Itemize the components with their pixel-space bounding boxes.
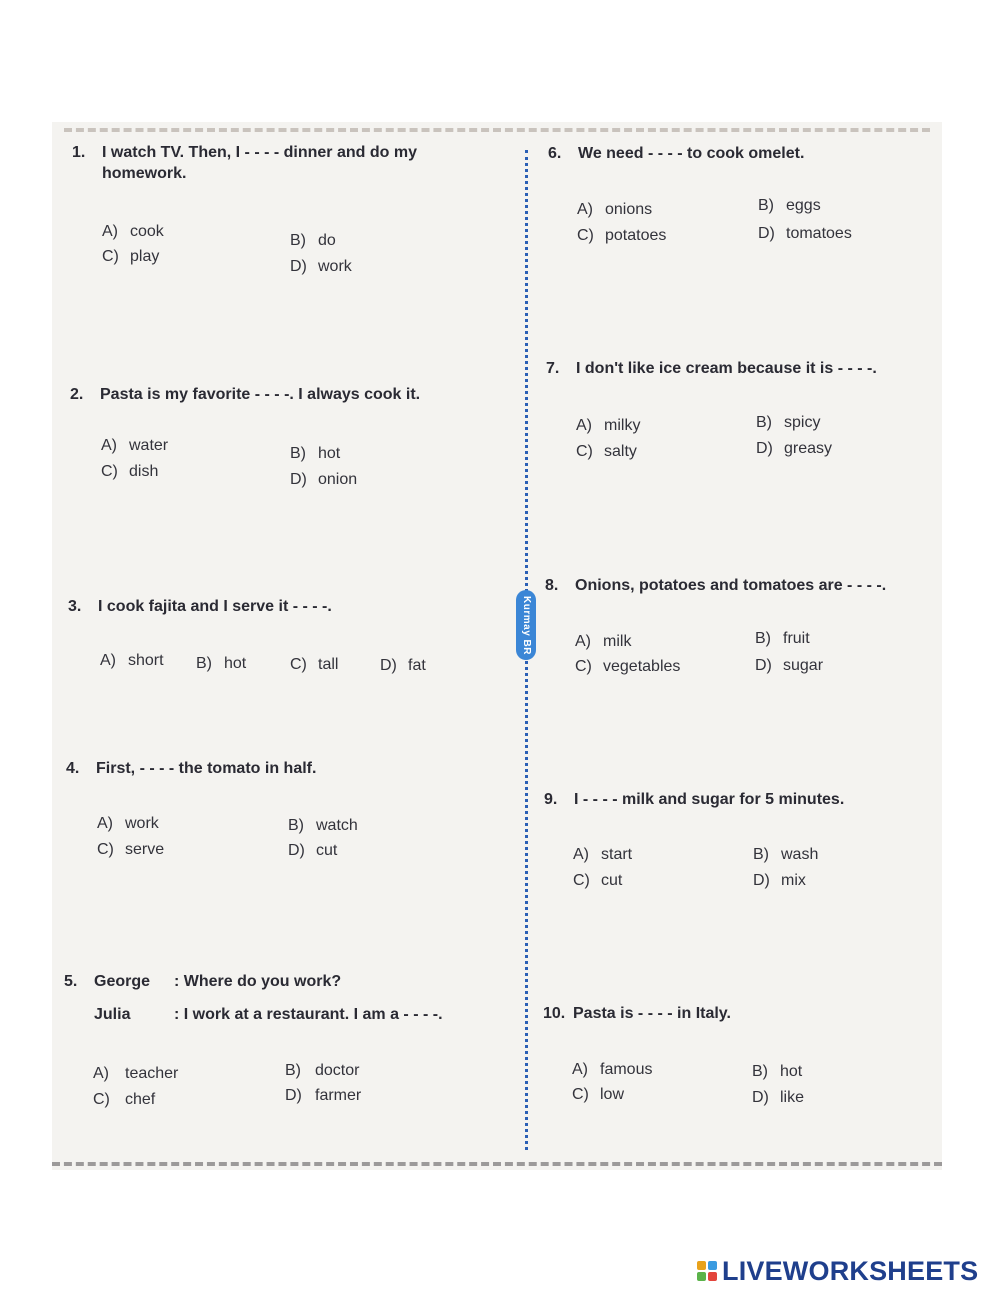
option-letter: D) [285, 1087, 302, 1104]
option-letter: C) [576, 443, 593, 460]
question-6 [548, 143, 928, 164]
option-letter: B) [285, 1062, 301, 1079]
option-letter: B) [752, 1063, 768, 1080]
option-letter: D) [756, 440, 773, 457]
option-a[interactable] [577, 200, 652, 220]
option-letter: C) [572, 1086, 589, 1103]
option-letter: D) [290, 471, 307, 488]
option-letter: C) [101, 463, 118, 480]
option-letter: A) [97, 815, 113, 832]
option-d[interactable] [285, 1086, 361, 1106]
option-b[interactable] [288, 816, 358, 836]
option-c[interactable] [102, 247, 159, 267]
option-letter: B) [196, 655, 212, 672]
option-a[interactable] [575, 632, 631, 652]
option-text: mix [781, 872, 806, 889]
option-text: teacher [125, 1065, 179, 1082]
option-letter: B) [753, 846, 769, 863]
option-letter: B) [758, 197, 774, 214]
option-d[interactable] [753, 871, 806, 891]
option-text: start [601, 846, 633, 863]
option-text: hot [780, 1063, 803, 1080]
option-c[interactable] [577, 226, 666, 246]
option-b[interactable] [755, 629, 810, 649]
question-number: 8. [545, 577, 559, 594]
option-letter: A) [101, 437, 117, 454]
question-3 [68, 596, 488, 617]
option-b[interactable] [758, 196, 821, 216]
option-a[interactable] [572, 1060, 652, 1080]
option-letter: D) [753, 872, 770, 889]
option-c[interactable] [290, 655, 338, 675]
option-text: milky [604, 417, 641, 434]
question-text: I watch TV. Then, I - - - - dinner and do my [102, 144, 417, 161]
dialogue-line: : Where do you work? [174, 973, 342, 990]
option-a[interactable] [101, 436, 168, 456]
question-text: First, - - - - the tomato in half. [96, 760, 317, 777]
option-letter: A) [577, 201, 593, 218]
dialogue-line: : I work at a restaurant. I am a - - - -. [174, 1006, 443, 1023]
question-10 [543, 1003, 923, 1024]
option-text: eggs [786, 197, 821, 214]
logo-square [708, 1272, 717, 1281]
option-d[interactable] [755, 656, 823, 676]
question-5 [64, 972, 341, 992]
bottom-dashed-border [52, 1162, 942, 1166]
top-dashed-border [64, 128, 930, 132]
option-text: short [128, 652, 164, 669]
option-text: like [780, 1089, 805, 1106]
question-8 [545, 575, 925, 596]
option-text: fruit [783, 630, 810, 647]
option-d[interactable] [290, 257, 352, 277]
option-letter: C) [93, 1091, 110, 1108]
option-letter: A) [572, 1061, 588, 1078]
option-text: serve [125, 841, 165, 858]
option-letter: D) [758, 225, 775, 242]
option-text: watch [316, 817, 358, 834]
option-letter: D) [752, 1089, 769, 1106]
option-text: spicy [784, 414, 821, 431]
question-text-continued: homework. [102, 165, 187, 182]
brand-tag-text: Kurmay BR [520, 595, 532, 655]
question-number: 5. [64, 973, 78, 990]
option-a[interactable] [102, 222, 164, 242]
option-c[interactable] [97, 840, 164, 860]
question-number: 7. [546, 360, 560, 377]
question-number: 6. [548, 145, 562, 162]
option-d[interactable] [758, 224, 852, 244]
option-d[interactable] [290, 470, 357, 490]
option-d[interactable] [752, 1088, 804, 1108]
option-a[interactable] [576, 416, 640, 436]
option-text: vegetables [603, 658, 681, 675]
option-letter: C) [97, 841, 114, 858]
option-text: doctor [315, 1062, 360, 1079]
dialogue-line-2 [94, 1005, 443, 1025]
option-a[interactable] [573, 845, 632, 865]
option-b[interactable] [196, 654, 246, 674]
option-b[interactable] [752, 1062, 802, 1082]
option-text: sugar [783, 657, 824, 674]
question-text: Pasta is - - - - in Italy. [573, 1005, 731, 1022]
option-text: famous [600, 1061, 653, 1078]
question-text: I - - - - milk and sugar for 5 minutes. [574, 791, 845, 808]
option-text: onions [605, 201, 653, 218]
option-c[interactable] [576, 442, 637, 462]
option-a[interactable] [97, 814, 159, 834]
option-text: salty [604, 443, 637, 460]
option-letter: A) [573, 846, 589, 863]
question-7 [546, 358, 926, 379]
logo-square [708, 1261, 717, 1270]
option-letter: C) [290, 656, 307, 673]
option-a[interactable] [100, 651, 164, 671]
question-2 [70, 384, 490, 405]
option-letter: D) [380, 657, 397, 674]
liveworksheets-logo[interactable] [697, 1256, 978, 1286]
option-c[interactable] [575, 657, 680, 677]
option-text: tall [318, 656, 339, 673]
option-c[interactable] [573, 871, 622, 891]
option-text: greasy [784, 440, 833, 457]
logo-square [697, 1261, 706, 1270]
option-b[interactable] [290, 231, 336, 251]
option-c[interactable] [572, 1085, 624, 1105]
logo-text: LIVEWORKSHEETS [722, 1255, 979, 1286]
option-text: onion [318, 471, 358, 488]
logo-mark-icon [697, 1261, 717, 1281]
option-letter: D) [755, 657, 772, 674]
speaker-name: George [94, 973, 151, 990]
option-letter: C) [573, 872, 590, 889]
option-text: farmer [315, 1087, 362, 1104]
option-text: dish [129, 463, 159, 480]
option-text: hot [224, 655, 247, 672]
option-b[interactable] [285, 1061, 359, 1081]
option-letter: B) [290, 232, 306, 249]
option-text: work [318, 258, 352, 275]
option-text: do [318, 232, 336, 249]
option-letter: A) [93, 1065, 109, 1082]
option-text: chef [125, 1091, 156, 1108]
question-text: Onions, potatoes and tomatoes are - - - -. [575, 577, 887, 594]
option-c[interactable] [93, 1090, 155, 1110]
option-text: play [130, 248, 160, 265]
option-c[interactable] [101, 462, 158, 482]
speaker-name: Julia [94, 1006, 131, 1023]
question-text: I cook fajita and I serve it - - - -. [98, 598, 332, 615]
brand-tag [516, 590, 536, 660]
question-text: I don't like ice cream because it is - - - -. [576, 360, 877, 377]
option-text: wash [781, 846, 819, 863]
option-letter: C) [102, 248, 119, 265]
question-number: 9. [544, 791, 558, 808]
option-text: tomatoes [786, 225, 852, 242]
option-d[interactable] [756, 439, 832, 459]
question-number: 10. [543, 1005, 566, 1022]
question-number: 3. [68, 598, 82, 615]
option-text: cut [316, 842, 338, 859]
option-letter: B) [756, 414, 772, 431]
option-d[interactable] [288, 841, 337, 861]
option-b[interactable] [756, 413, 820, 433]
question-number: 4. [66, 760, 80, 777]
option-text: potatoes [605, 227, 667, 244]
option-d[interactable] [380, 656, 426, 676]
option-text: hot [318, 445, 341, 462]
question-number: 1. [72, 144, 86, 161]
option-letter: A) [576, 417, 592, 434]
question-9 [544, 789, 924, 810]
option-text: fat [408, 657, 426, 674]
option-letter: B) [288, 817, 304, 834]
question-4 [66, 758, 486, 779]
question-text: We need - - - - to cook omelet. [578, 145, 805, 162]
option-text: milk [603, 633, 632, 650]
option-text: cut [601, 872, 623, 889]
option-letter: A) [100, 652, 116, 669]
option-letter: A) [575, 633, 591, 650]
option-letter: A) [102, 223, 118, 240]
question-text: Pasta is my favorite - - - -. I always cook it. [100, 386, 421, 403]
option-b[interactable] [753, 845, 818, 865]
option-a[interactable] [93, 1064, 178, 1084]
option-text: water [129, 437, 169, 454]
option-text: low [600, 1086, 625, 1103]
option-letter: D) [288, 842, 305, 859]
option-letter: C) [577, 227, 594, 244]
option-letter: B) [755, 630, 771, 647]
option-letter: B) [290, 445, 306, 462]
logo-square [697, 1272, 706, 1281]
option-letter: D) [290, 258, 307, 275]
question-1 [72, 142, 492, 184]
option-letter: C) [575, 658, 592, 675]
option-text: cook [130, 223, 164, 240]
option-text: work [125, 815, 159, 832]
question-number: 2. [70, 386, 84, 403]
option-b[interactable] [290, 444, 340, 464]
